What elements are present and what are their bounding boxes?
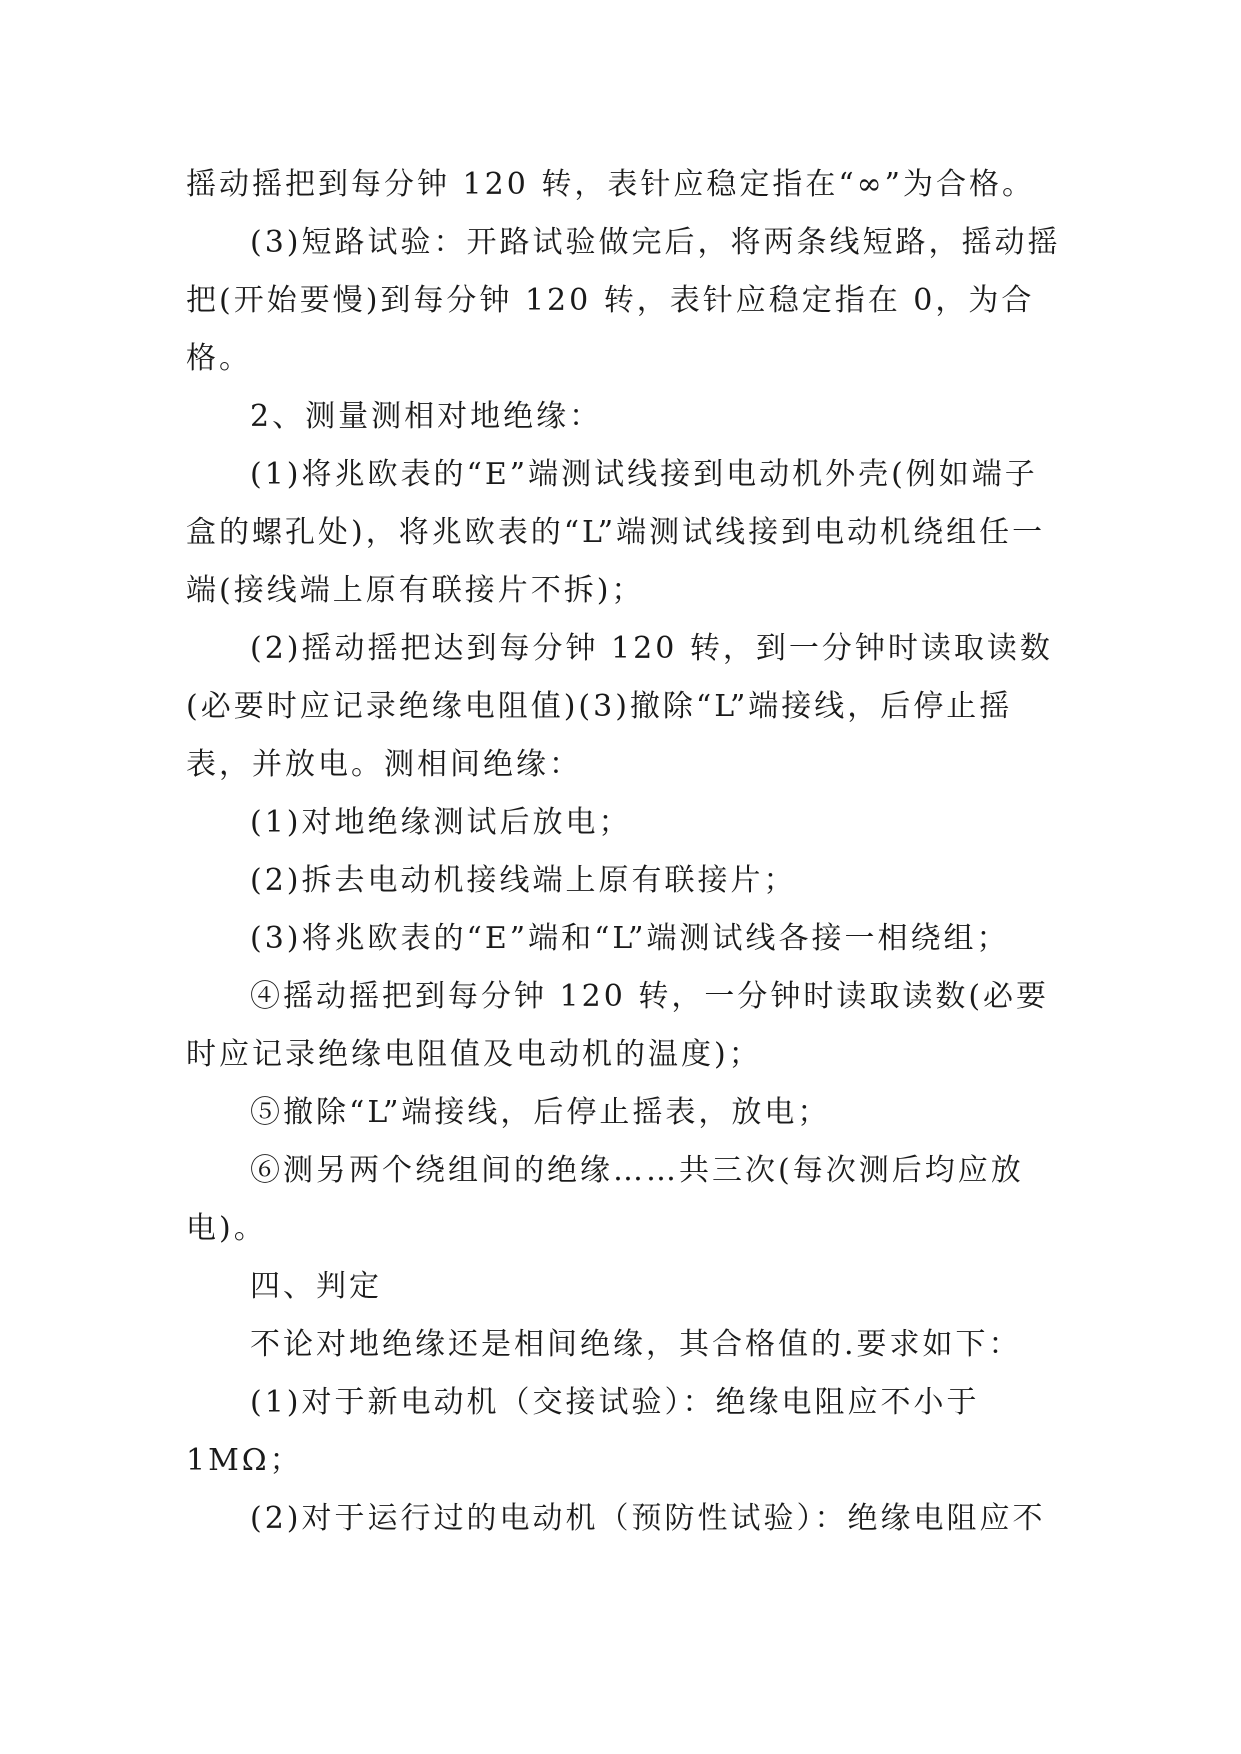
paragraph: (3)短路试验：开路试验做完后，将两条线短路，摇动摇把(开始要慢)到每分钟 120 转，表针应稳定指在 0，为合格。 [186,225,1061,376]
paragraph: (3)将兆欧表的“E”端和“L”端测试线各接一相绕组； [250,921,1010,956]
paragraph: ⑥测另两个绕组间的绝缘……共三次(每次测后均应放电)。 [186,1153,1024,1246]
paragraph: (1)对地绝缘测试后放电； [250,805,632,840]
paragraph: (2)对于运行过的电动机（预防性试验）：绝缘电阻应不 [250,1501,1046,1536]
paragraph: ④摇动摇把到每分钟 120 转，一分钟时读取读数(必要时应记录绝缘电阻值及电动机的温度)； [186,979,1050,1072]
paragraph: 摇动摇把到每分钟 120 转，表针应稳定指在“∞”为合格。 [186,167,1035,202]
paragraph: 2、测量测相对地绝缘： [250,399,603,434]
paragraph: (1)对于新电动机（交接试验）：绝缘电阻应不小于 1MΩ； [186,1385,993,1478]
section-heading: 四、判定 [250,1269,382,1304]
paragraph: ⑤撤除“L”端接线，后停止摇表，放电； [250,1095,831,1130]
document-body [186,156,1066,1548]
paragraph: (1)将兆欧表的“E”端测试线接到电动机外壳(例如端子盒的螺孔处)，将兆欧表的“L”端测试线接到电动机绕组任一端(接线端上原有联接片不拆)； [186,457,1046,608]
paragraph: (2)拆去电动机接线端上原有联接片； [250,863,797,898]
paragraph: 不论对地绝缘还是相间绝缘，其合格值的.要求如下： [250,1327,1022,1362]
paragraph: (2)摇动摇把达到每分钟 120 转，到一分钟时读取读数(必要时应记录绝缘电阻值)(3)撤除“L”端接线，后停止摇表，并放电。测相间绝缘： [186,631,1053,782]
